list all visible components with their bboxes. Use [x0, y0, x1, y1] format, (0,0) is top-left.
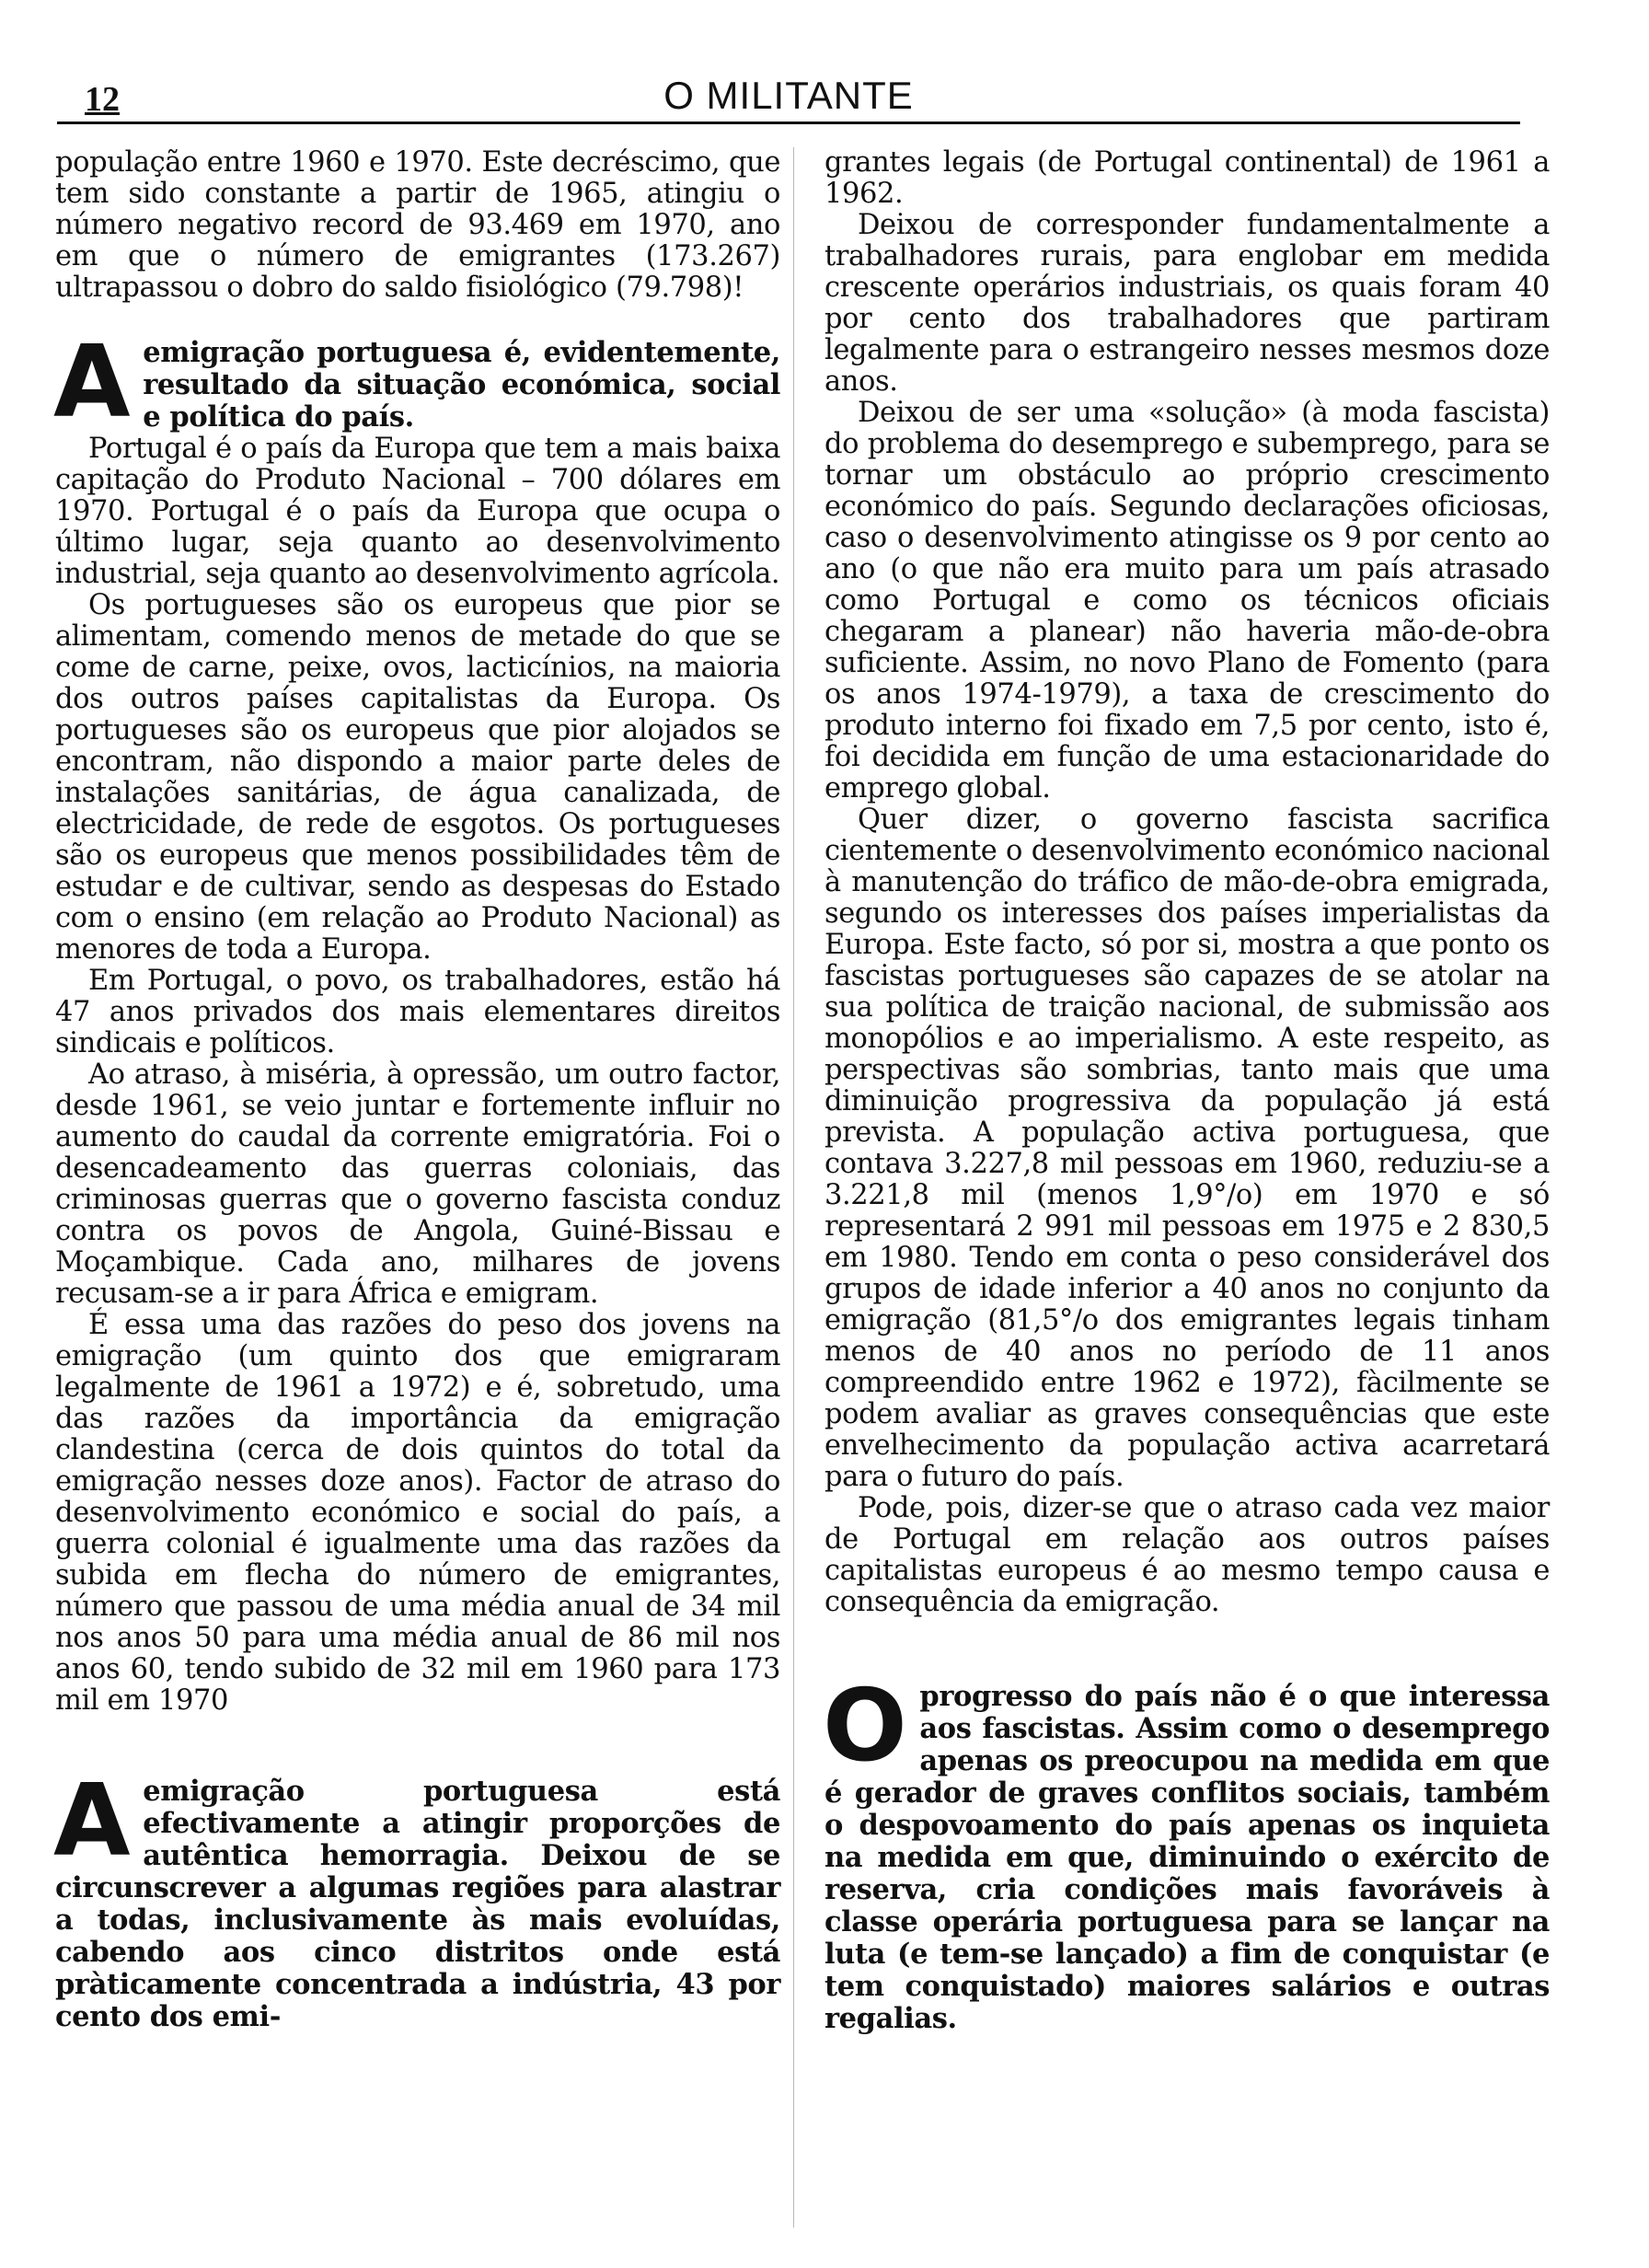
page-header — [57, 66, 1520, 131]
section-gap — [55, 1717, 780, 1776]
paragraph: Pode, pois, dizer-se que o atraso cada vez maior de Portugal em relação aos outros países capitalistas europeus é ao mesmo tempo causa e consequência da emigração. — [824, 1492, 1550, 1618]
drop-cap: A — [53, 325, 131, 440]
section-lead-paragraph — [53, 1764, 780, 2033]
paragraph: Deixou de ser uma «solução» (à moda fascista) do problema do desemprego e subemprego, para se tornar um obstáculo ao próprio crescimento económico do país. Segundo declarações oficiosas, caso o desenvolvimento atingisse os 9 por cento ao ano (o que não era muito para um país atrasado como Portugal e como os técnicos oficiais chegaram a planear) não haveria mão-de-obra suficiente. Assim, no novo Plano de Fomento (para os anos 1974-1979), a taxa de crescimento do produto interno foi fixado em 7,5 por cento, isto é, foi decidida em função de uma estacionaridade do emprego global. — [824, 397, 1550, 804]
page-number: 12 — [85, 80, 120, 119]
section-gap — [824, 1618, 1550, 1681]
paragraph: grantes legais (de Portugal continental) de 1961 a 1962. — [824, 146, 1550, 210]
section-lead-paragraph — [53, 325, 780, 440]
column-divider — [793, 147, 794, 2228]
lead-text: emigração portuguesa está efectivamente a atingir proporções de autêntica hemorragia. Deixou de se circunscrever a algumas regiões para alastrar a todas, inclusivamente às mais evoluídas, cabendo aos cinco distritos onde está pràticamente concentrada a indústria, 43 por cento dos emi- — [55, 1775, 780, 2033]
drop-cap: A — [53, 1764, 131, 1879]
section-gap — [55, 304, 780, 337]
paragraph: Em Portugal, o povo, os trabalhadores, estão há 47 anos privados dos mais elementares direitos sindicais e políticos. — [55, 965, 780, 1059]
section-lead-paragraph — [823, 1669, 1550, 2035]
paragraph: Ao atraso, à miséria, à opressão, um outro factor, desde 1961, se veio juntar e fortemente influir no aumento do caudal da corrente emigratória. Foi o desencadeamento das guerras coloniais, das criminosas guerras que o governo fascista conduz contra os povos de Angola, Guiné-Bissau e Moçambique. Cada ano, milhares de jovens recusam-se a ir para África e emigram. — [55, 1059, 780, 1310]
publication-title: O MILITANTE — [663, 74, 914, 117]
paragraph: É essa uma das razões do peso dos jovens na emigração (um quinto dos que emigraram legalmente de 1961 a 1972) e é, sobretudo, uma das razões da importância da emigração clandestina (cerca de dois quintos do total da emigração nesses doze anos). Factor de atraso do desenvolvimento económico e social do país, a guerra colonial é igualmente uma das razões da subida em flecha do número de emigrantes, número que passou de uma média anual de 34 mil nos anos 50 para uma média anual de 86 mil nos anos 60, tendo subido de 32 mil em 1960 para 173 mil em 1970 — [55, 1309, 780, 1717]
lead-text: emigração portuguesa é, evidentemente, resultado da situação económica, social e política do país. — [143, 336, 780, 434]
paragraph: Portugal é o país da Europa que tem a mais baixa capitação do Produto Nacional – 700 dólares em 1970. Portugal é o país da Europa que ocupa o último lugar, seja quanto ao desenvolvimento industrial, seja quanto ao desenvolvimento agrícola. — [55, 433, 780, 590]
paragraph: Quer dizer, o governo fascista sacrifica cientemente o desenvolvimento económico nacional à manutenção do tráfico de mão-de-obra emigrada, segundo os interesses dos países imperialistas da Europa. Este facto, só por si, mostra a que ponto os fascistas portugueses são capazes de se atolar na sua política de traição nacional, de submissão aos monopólios e ao imperialismo. A este respeito, as perspectivas são sombrias, tanto mais que uma diminuição progressiva da população já está prevista. A população activa portuguesa, que contava 3.227,8 mil pessoas em 1960, reduziu-se a 3.221,8 mil (menos 1,9°/o) em 1970 e só representará 2 991 mil pessoas em 1975 e 2 830,5 em 1980. Tendo em conta o peso considerável dos grupos de idade inferior a 40 anos no conjunto da emigração (81,5°/o dos emigrantes legais tinham menos de 40 anos no período de 11 anos compreendido entre 1962 e 1972), fàcilmente se podem avaliar as graves consequências que este envelhecimento da população activa acarretará para o futuro do país. — [824, 804, 1550, 1493]
paragraph: Deixou de corresponder fundamentalmente a trabalhadores rurais, para englobar em medida crescente operários industriais, os quais foram 40 por cento dos trabalhadores que partiram legalmente para o estrangeiro nesses mesmos doze anos. — [824, 209, 1550, 398]
header-rule — [57, 122, 1520, 124]
left-column — [55, 147, 780, 2033]
right-column — [824, 147, 1550, 2035]
paragraph: Os portugueses são os europeus que pior se alimentam, comendo menos de metade do que se come de carne, peixe, ovos, lacticínios, na maioria dos outros países capitalistas da Europa. Os portugueses são os europeus que pior alojados se encontram, não dispondo a maior parte deles de instalações sanitárias, de água canalizada, de electricidade, de rede de esgotos. Os portugueses são os europeus que menos possibilidades têm de estudar e de cultivar, sendo as despesas do Estado com o ensino (em relação ao Produto Nacional) as menores de toda a Europa. — [55, 589, 780, 966]
lead-text: progresso do país não é o que interessa aos fascistas. Assim como o desemprego apenas os preocupou na medida em que é gerador de graves conflitos sociais, também o despovoamento do país apenas os inquieta na medida em que, diminuindo o exército de reserva, cria condições mais favoráveis à classe operária portuguesa para se lançar na luta (e tem-se lançado) a fim de conquistar (e tem conquistado) maiores salários e outras regalias. — [824, 1680, 1550, 2035]
drop-cap: O — [823, 1669, 907, 1784]
paragraph: população entre 1960 e 1970. Este decréscimo, que tem sido constante a partir de 1965, atingiu o número negativo record de 93.469 em 1970, ano em que o número de emigrantes (173.267) ultrapassou o dobro do saldo fisiológico (79.798)! — [55, 146, 780, 304]
